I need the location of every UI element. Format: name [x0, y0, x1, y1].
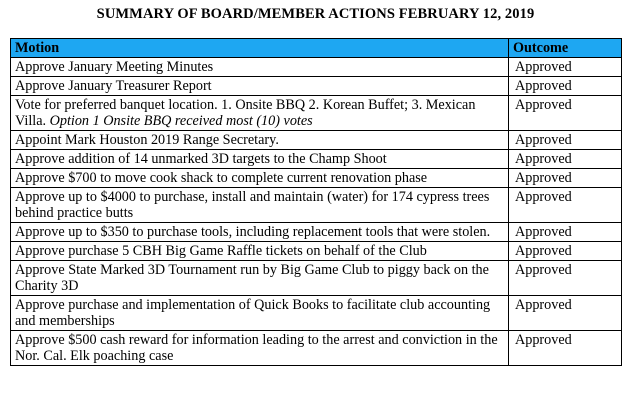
motion-cell: Approve purchase 5 CBH Big Game Raffle tickets on behalf of the Club	[11, 242, 509, 261]
table-row	[11, 150, 622, 169]
motion-cell: Approve addition of 14 unmarked 3D targets to the Champ Shoot	[11, 150, 509, 169]
table-row	[11, 296, 622, 331]
motion-cell: Approve State Marked 3D Tournament run by Big Game Club to piggy back on the Charity 3D	[11, 261, 509, 296]
motion-cell: Approve up to $4000 to purchase, install and maintain (water) for 174 cypress trees behind practice butts	[11, 188, 509, 223]
outcome-cell: Approved	[509, 188, 622, 223]
outcome-cell: Approved	[509, 261, 622, 296]
outcome-cell: Approved	[509, 169, 622, 188]
table-row	[11, 131, 622, 150]
motion-cell: Approve $500 cash reward for information leading to the arrest and conviction in the Nor. Cal. Elk poaching case	[11, 331, 509, 366]
motion-cell: Approve purchase and implementation of Quick Books to facilitate club accounting and memberships	[11, 296, 509, 331]
table-row	[11, 169, 622, 188]
motion-cell: Approve $700 to move cook shack to complete current renovation phase	[11, 169, 509, 188]
motion-cell: Approve up to $350 to purchase tools, including replacement tools that were stolen.	[11, 223, 509, 242]
outcome-cell: Approved	[509, 223, 622, 242]
motion-cell: Approve January Treasurer Report	[11, 77, 509, 96]
motion-column-header: Motion	[11, 39, 509, 58]
table-row	[11, 223, 622, 242]
outcome-cell: Approved	[509, 58, 622, 77]
table-row	[11, 331, 622, 366]
table-row	[11, 96, 622, 131]
document-title: SUMMARY OF BOARD/MEMBER ACTIONS FEBRUARY 12, 2019	[96, 6, 535, 22]
outcome-cell: Approved	[509, 131, 622, 150]
outcome-cell: Approved	[509, 150, 622, 169]
outcome-cell: Approved	[509, 242, 622, 261]
table-row	[11, 261, 622, 296]
outcome-column-header: Outcome	[509, 39, 622, 58]
table-row	[11, 242, 622, 261]
outcome-cell: Approved	[509, 296, 622, 331]
motion-cell: Appoint Mark Houston 2019 Range Secretary.	[11, 131, 509, 150]
motion-cell	[11, 96, 509, 131]
table-row	[11, 58, 622, 77]
table-header-row	[11, 39, 622, 58]
vote-note: Option 1 Onsite BBQ received most (10) votes	[49, 113, 313, 129]
outcome-cell: Approved	[509, 77, 622, 96]
outcome-cell: Approved	[509, 331, 622, 366]
motion-cell: Approve January Meeting Minutes	[11, 58, 509, 77]
outcome-cell: Approved	[509, 96, 622, 131]
table-row	[11, 188, 622, 223]
table-row	[11, 77, 622, 96]
motion-text: Vote for preferred banquet location. 1. Onsite BBQ 2. Korean Buffet; 3. Mexican Villa.	[15, 97, 476, 129]
actions-table	[10, 38, 622, 366]
